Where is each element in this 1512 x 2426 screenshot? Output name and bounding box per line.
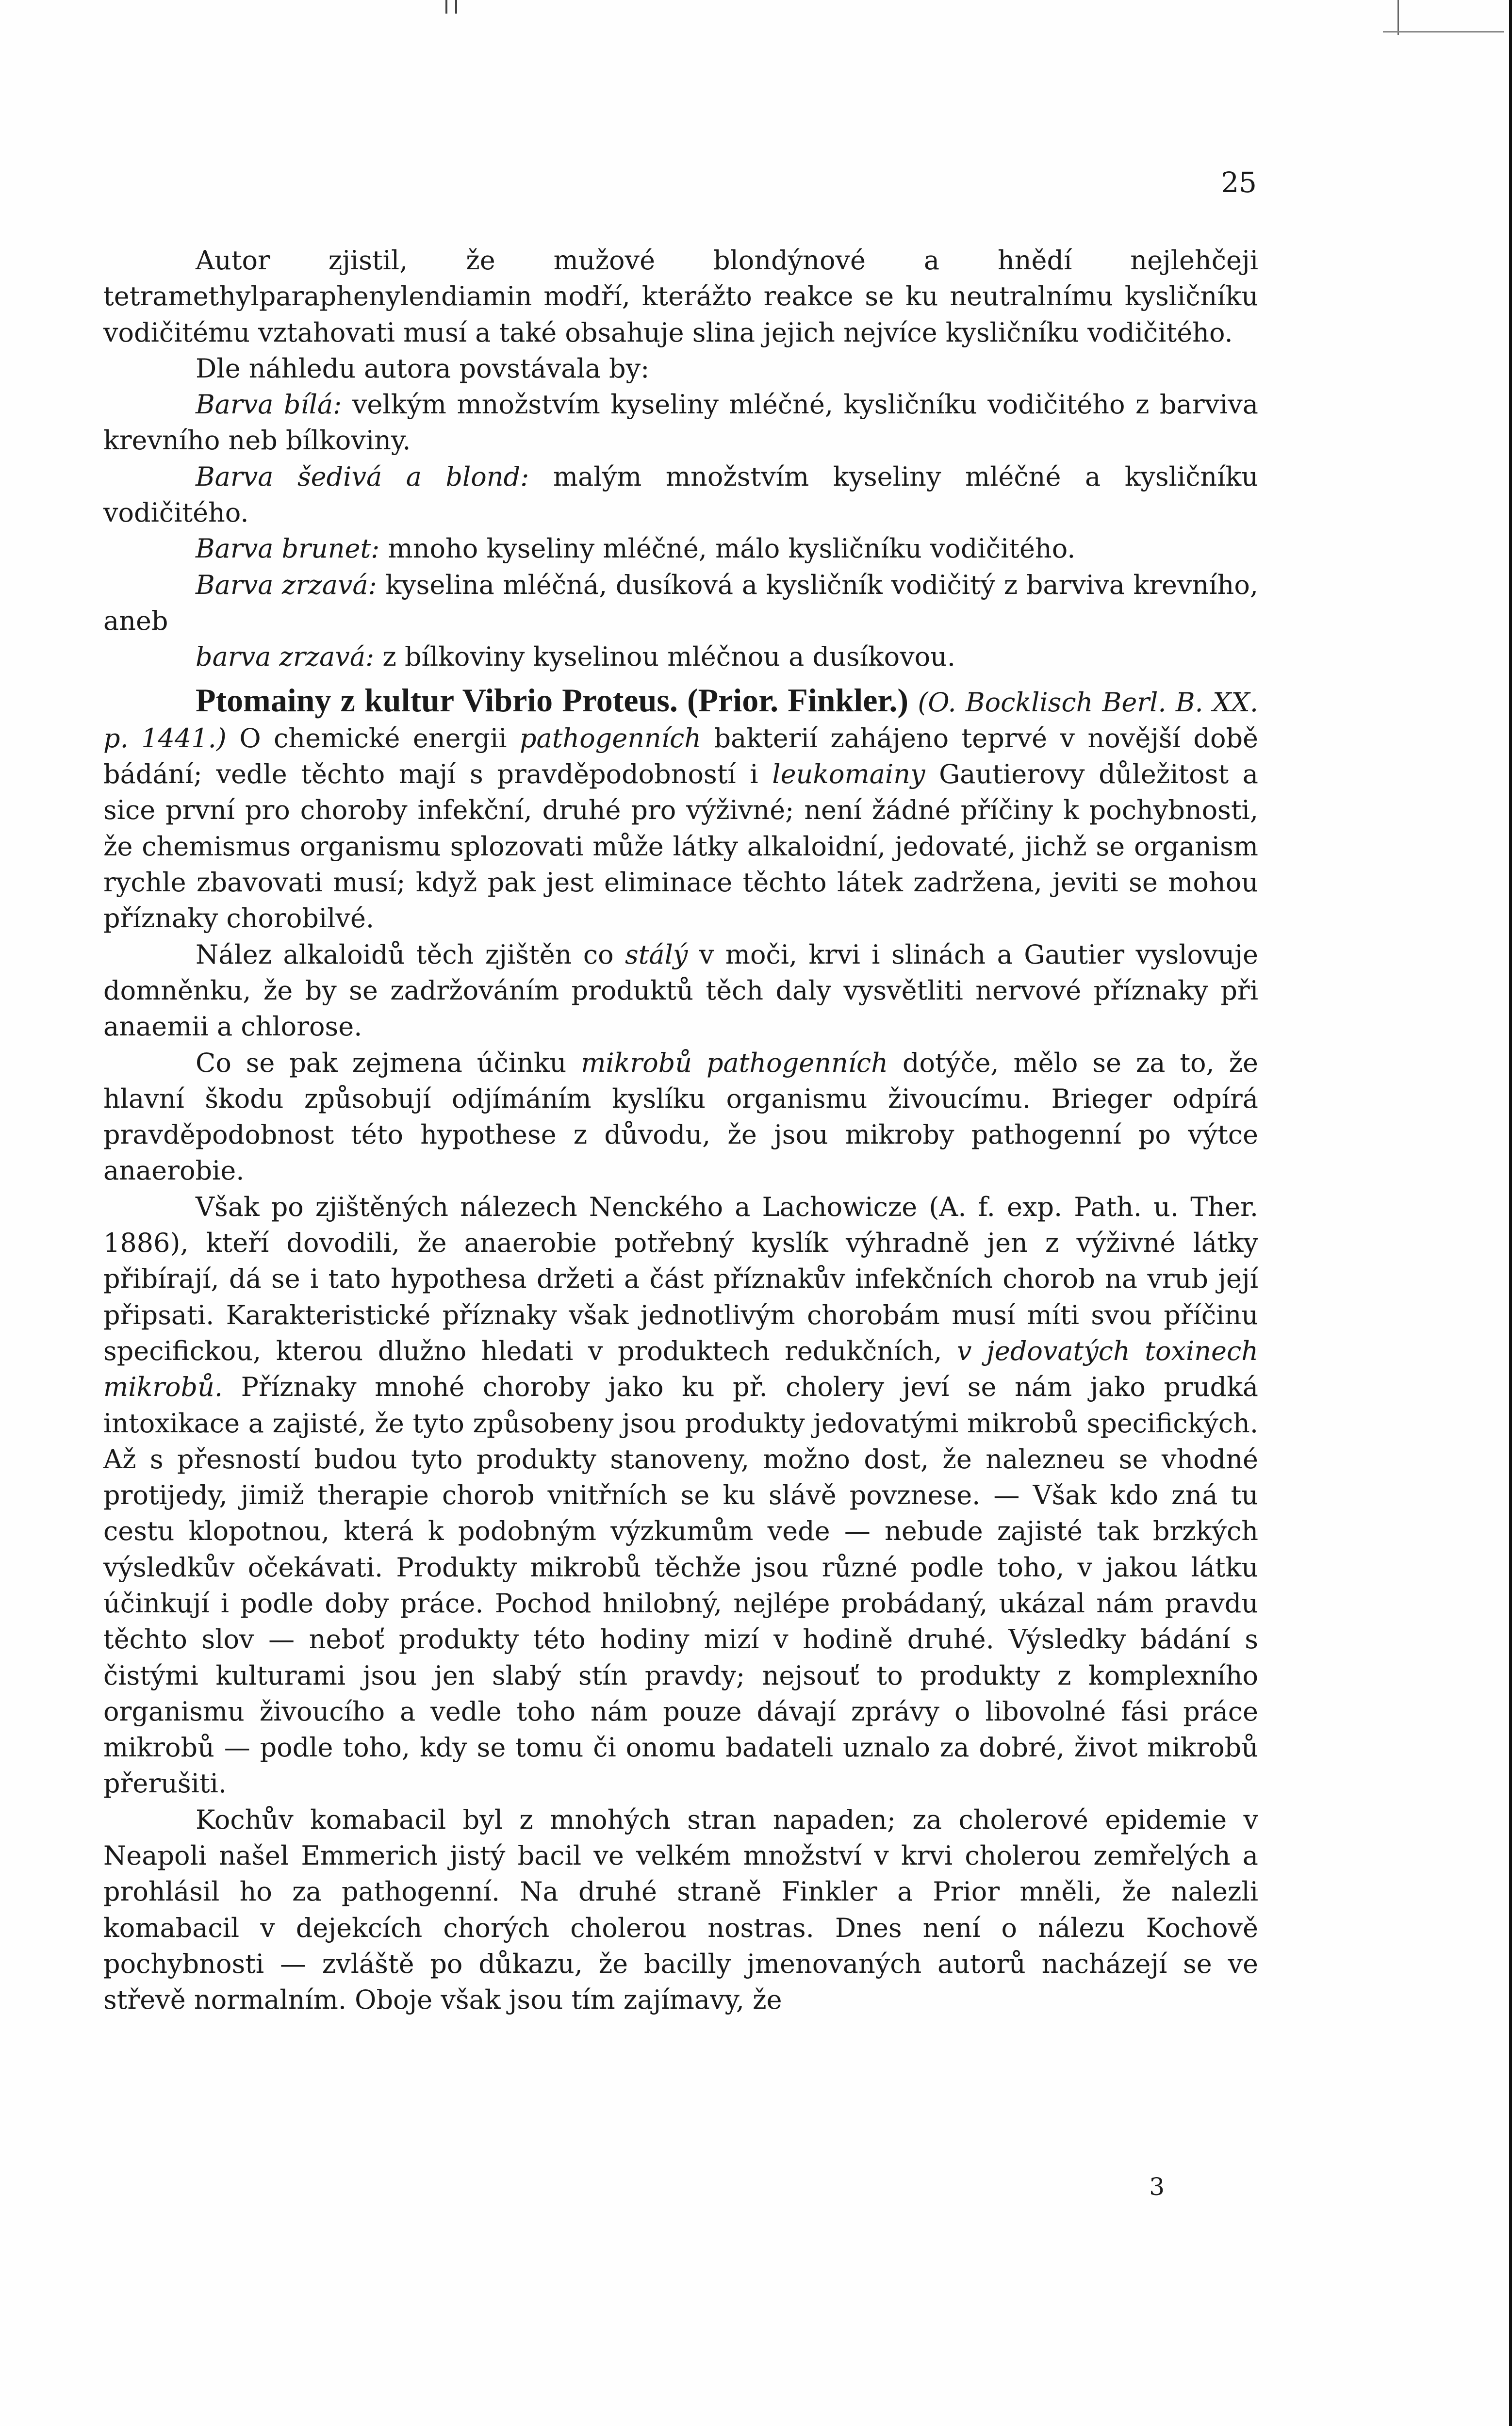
hair-color-label: Barva bílá: bbox=[196, 389, 342, 420]
paragraph: Autor zjistil, že mužové blondýnové a hnědí nejlehčeji tetramethylparaphenylendiamin modří, kterážto reakce se ku neutralnímu kysličníku vodičitému vztahovati musí a také obsahuje slina jejich nejvíce kysličníku vodičitého. bbox=[103, 245, 1258, 348]
paragraph bbox=[103, 1045, 1258, 1189]
text-run: bakterií zahájeno teprvé v novější době bádání; vedle těchto mají s pravděpodobností i bbox=[103, 722, 1259, 790]
hair-color-text: kyselina mléčná, dusíková a kysličník vodičitý z barviva krevního, aneb bbox=[103, 569, 1259, 636]
paragraph: Dle náhledu autora povstávala by: bbox=[196, 353, 650, 384]
text-run: v moči, krvi i slinách a Gautier vyslovuje domněnku, že by se zadržováním produktů těch daly vysvětliti nervové příznaky při anaemii a chlorose. bbox=[103, 939, 1258, 1042]
hair-color-text: velkým množstvím kyseliny mléčné, kysličníku vodičitého z barviva krevního neb bílkoviny. bbox=[103, 389, 1258, 456]
scan-mark bbox=[445, 0, 447, 14]
paragraph bbox=[103, 531, 1258, 567]
page-text bbox=[103, 243, 1258, 2018]
hair-color-text: z bílkoviny kyselinou mléčnou a dusíkovou. bbox=[374, 641, 956, 672]
paragraph bbox=[103, 567, 1258, 639]
section-paragraph bbox=[103, 682, 1258, 937]
text-run: Však po zjištěných nálezech Nenckého a Lachowicze (A. f. exp. Path. u. Ther. 1886), kteří dovodili, že anaerobie potřebný kyslík výhradně jen z výživné látky přibírají, dá se i tato hypothesa držeti a část příznakův infekčních chorob na vrub její připsati. Karakteristické příznaky však jednotlivým chorobám musí míti svou příčinu specifickou, kterou dlužno hledati v produktech redukčních, bbox=[103, 1191, 1258, 1366]
hair-color-label: barva zrzavá: bbox=[196, 641, 375, 672]
scan-corner-mark bbox=[1397, 0, 1399, 35]
text-run: dotýče, mělo se za to, že hlavní škodu způsobují odjímáním kyslíku organismu živoucímu. Brieger odpírá pravděpodobnost této hypothese z důvodu, že jsou mikroby pathogenní po výtce anaerobie. bbox=[103, 1047, 1259, 1186]
scan-mark bbox=[455, 0, 457, 14]
emphasis: v jedovatých toxinech mikrobů. bbox=[103, 1335, 1258, 1403]
paragraph bbox=[103, 639, 1258, 675]
page-edge bbox=[1509, 0, 1512, 2426]
emphasis: stálý bbox=[625, 939, 688, 970]
paragraph bbox=[103, 937, 1258, 1045]
hair-color-text: malým množstvím kyseliny mléčné a kysličníku vodičitého. bbox=[103, 461, 1258, 528]
text-run: O chemické energii bbox=[226, 722, 520, 754]
emphasis: mikrobů pathogenních bbox=[581, 1047, 888, 1078]
section-heading: Ptomainy z kultur Vibrio Proteus. (Prior. Finkler.) bbox=[196, 681, 909, 719]
paragraph bbox=[103, 387, 1258, 459]
paragraph bbox=[103, 1189, 1258, 1802]
text-run: Gautierovy důležitost a sice první pro choroby infekční, druhé pro výživné; není žádné příčiny k pochybnosti, že chemismus organismu splozovati může látky alkaloidní, jedovaté, jichž se organism rychle zbavovati musí; když pak jest eliminace těchto látek zadržena, jeviti se mohou příznaky chorobilvé. bbox=[103, 759, 1258, 934]
hair-color-label: Barva brunet: bbox=[196, 533, 380, 564]
page-number: 25 bbox=[1221, 166, 1257, 199]
signature-mark: 3 bbox=[1149, 2173, 1165, 2201]
citation: (O. Bocklisch Berl. B. XX. p. 1441.) bbox=[103, 687, 1258, 754]
emphasis: pathogenních bbox=[519, 722, 702, 754]
hair-color-label: Barva šedivá a blond: bbox=[196, 461, 529, 492]
paragraph bbox=[103, 459, 1258, 531]
scan-corner-line bbox=[1383, 31, 1504, 33]
text-run: Co se pak zejmena účinku bbox=[196, 1047, 581, 1078]
paragraph: Kochův komabacil byl z mnohých stran napaden; za cholerové epidemie v Neapoli našel Emmerich jistý bacil ve velkém množství v krvi cholerou zemřelých a prohlásil ho za pathogenní. Na druhé straně Finkler a Prior mněli, že nalezli komabacil v dejekcích chorých cholerou nostras. Dnes není o nálezu Kochově pochybnosti — zvláště po důkazu, že bacilly jmenovaných autorů nacházejí se ve střevě normalním. Oboje však jsou tím zajímavy, že bbox=[103, 1804, 1258, 2016]
hair-color-text: mnoho kyseliny mléčné, málo kysličníku vodičitého. bbox=[379, 533, 1076, 564]
hair-color-label: Barva zrzavá: bbox=[196, 569, 377, 600]
emphasis: leukomainy bbox=[772, 759, 925, 790]
text-run: Nález alkaloidů těch zjištěn co bbox=[196, 939, 625, 970]
text-run: Příznaky mnohé choroby jako ku př. cholery jeví se nám jako prudká intoxikace a zajisté, že tyto způsobeny jsou produkty jedovatými mikrobů specifických. Až s přesností budou tyto produkty stanoveny, možno dost, že nalezneu se vhodné protijedy, jimiž therapie chorob vnitřních se ku slávě povznese. — Však kdo zná tu cestu klopotnou, která k podobným výzkumům vede — nebude zajisté tak brzkých výsledkův očekávati. Produkty mikrobů těchže jsou různé podle toho, v jakou látku účinkují i podle doby práce. Pochod hnilobný, nejlépe probádaný, ukázal nám pravdu těchto slov — neboť produkty této hodiny mizí v hodině druhé. Výsledky bádání s čistými kulturami jsou jen slabý stín pravdy; nejsouť to produkty z komplexního organismu živoucího a vedle toho nám pouze dávají zprávy o libovolné fási práce mikrobů — podle toho, kdy se tomu či onomu badateli uznalo za dobré, život mikrobů přerušiti. bbox=[103, 1372, 1258, 1799]
